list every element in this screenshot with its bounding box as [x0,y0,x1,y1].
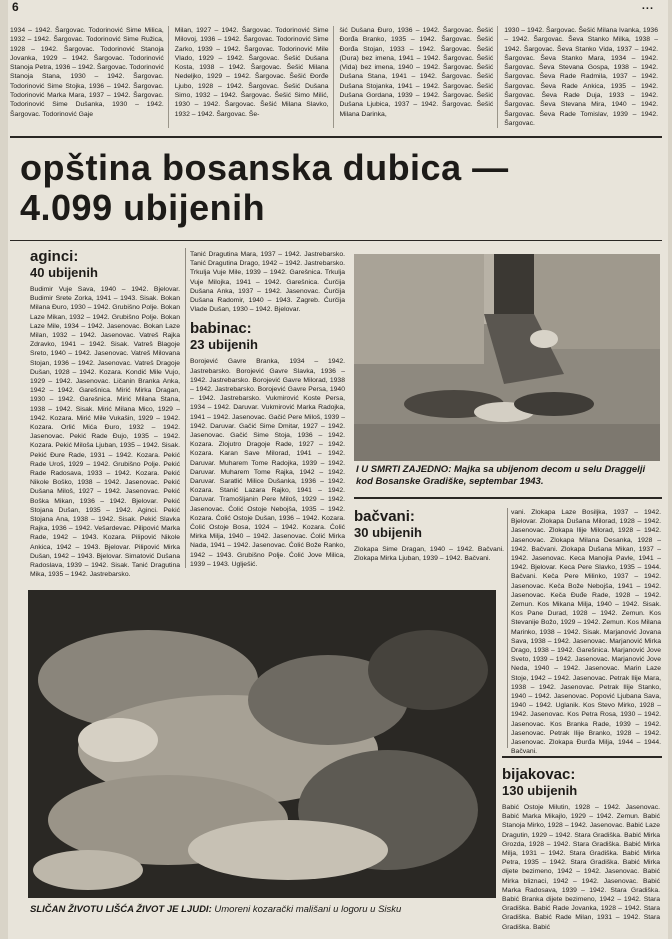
section-count: 40 ubijenih [30,265,98,280]
photo-caption-2 [30,904,500,916]
section-bacvani-cont [511,508,661,756]
section-title: bijakovac: [502,766,576,783]
section-text: Budimir Vuje Sava, 1940 – 1942. Bjelovar. Budimir Srete Zorka, 1941 – 1943. Sisak. Bokan Milana Đuro, 1930 – 1942. Grubišno Polje. Bokan Laze Mikan, 1932 – 1942. Grubišno Polje. Bokan Laze Mile, 1934 – 1942. Jasenovac. Bokan Laze Milan, 1932 – 1942. Jasenovac. Vatreš Rajka Zdravko, 1941 – 1942. Sisak. Vatreš Blagoje Sreto, 1940 – 1942. Jasenovac. Vatreš Milovana Stojan, 1936 – 1942. Jasenovac. Vatreš Dragoje Dušan, 1928 – 1942. Kozara. Kondić Mile Vujo, 1929 – 1942. Jasenovac. Ličanin Branka Anka, 1942 – 1942. Garešnica. Mirić Mirka Dragan, 1930 – 1942. Garešnica. Mirić Milana Stana, 1938 – 1942. Sisak. Mirić Milana Mico, 1929 – 1942. Kozara. Mirić Mile Vukašin, 1929 – 1942. Kozara. Orlić Mića Đuro, 1932 – 1942. Jasenovac. Pekić Rade Đujo, 1935 – 1942. Kozara. Pekić Miloša Ljuban, 1935 – 1942. Sisak. Pekić Đure Rade, 1931 – 1942. Kozara. Pekić Rade Uroš, 1929 – 1942. Grubišno Polje. Pekić Rade Radosava, 1933 – 1942. Kozara. Pekić Nikole Boško, 1938 – 1942. Jasenovac. Pekić Dušana Miloš, 1927 – 1942. Jasenovac. Pekić Boška Mikan, 1936 – 1942. Bjelovar. Pekić Stojana Dušan, 1935 – 1942. Aginci. Pekić Stojana Ana, 1938 – 1942. Sisak. Pekić Slavka Rajka, 1936 – 1942. Vešardevac. Pilipović Marka Rade, 1942 – 1943. Kozara. Pilipović Nikole Ankica, 1942 – 1943. Bjelovar. Pilipović Mirka Dušan, 1942 – 1943. Bjelovar. Simatović Dušana Radoslava, 1939 – 1942. Sisak. Tanić Dragutina Mika, 1935 – 1942. Jastrebarsko. [30,286,180,579]
photo-children-camp [28,590,496,898]
page-number: 6 [12,0,19,14]
section-text: Zlokapa Sime Dragan, 1940 – 1942. Bačvani. Zlokapa Mirka Ljuban, 1939 – 1942. Bačvani. [354,546,504,563]
section-count: 130 ubijenih [502,783,578,798]
section-count: 30 ubijenih [354,525,422,540]
section-babinac-column [190,250,345,568]
headline [20,148,509,228]
section-bacvani [354,508,504,578]
photo-caption-1: I U SMRTI ZAJEDNO: Majka sa ubijenom decom u selu Draggelji kod Bosanske Gradiške, septembar 1943. [356,464,646,487]
section-aginci [30,248,180,579]
section-title: bačvani: [354,508,415,525]
photo-image [28,590,496,898]
divider [10,240,662,241]
section-text: Tanić Dragutina Mara, 1937 – 1942. Jastrebarsko. Tanić Dragutina Drago, 1942 – 1942. Jastrebarsko. Trkulja Vuje Mile, 1939 – 1942. Garešnica. Trkulja Vuje Milojka, 1941 – 1942. Garešnica. Ćurčija Dušana Anka, 1937 – 1942. Jasenovac. Ćurčija Dušana Radomir, 1940 – 1943. Zagreb. Ćurčija Vlade Dušan, 1930 – 1942. Bjelovar. [190,251,345,314]
section-count: 23 ubijenih [190,337,258,353]
section-text: vani. Zlokapa Laze Bosiljka, 1937 – 1942. Bjelovar. Zlokapa Dušana Milorad, 1928 – 1942. Jasenovac. Zlokapa Ilije Milorad, 1928 – 1942. Jasenovac. Zlokapa Milana Desanka, 1928 – 1942. Bačvani. Zlokapa Dušana Mikan, 1937 – 1942. Jasenovac. Keca Manojla Pavle, 1941 – 1942. Bjelovar. Keca Pere Slavko, 1935 – 1944. Bačvani. Keča Pere Milinko, 1937 – 1942. Jasenovac. Keča Bože Nebojša, 1941 – 1942. Jasenovac. Keča Đuđe Rade, 1928 – 1942. Zemun. Kos Mikana Milja, 1940 – 1942. Sisak. Kos Pane Durad, 1928 – 1942. Zemun. Kos Stevanije Božo, 1929 – 1942. Zemun. Kos Milana Marinko, 1938 – 1942. Sisak. Marjanović Jovana Sava, 1938 – 1942. Jasenovac. Marjanović Mirka Drago, 1938 – 1942. Garešnica. Marjanović Jove Sveto, 1939 – 1942. Jasenovac. Marjanović Jove Neda, 1940 – 1942. Jasenovac. Marin Laze Stoje, 1942 – 1942. Jasenovac. Petrak Ilije Mara, 1938 – 1942. Jasenovac. Petrak Ilije Stanko, 1940 – 1942. Jasenovac. Popović Ljubana Sava, 1940 – 1942. Uglanik. Kos Stevo Mirko, 1928 – 1942. Jasenovac. Kos Petra Rosa, 1930 – 1942. Jasenovac. Kos Branka Rade, 1939 – 1942. Jasenovac. Petrak Ilije Branko, 1928 – 1942. Jasenovac. Zlokapa Đurđa Milja, 1944 – 1944. Bačvani. [511,509,661,756]
top-column-3: šić Dušana Đuro, 1936 – 1942. Šargovac. Šešić Đorđa Branko, 1935 – 1942. Šargovac. Šešić Đorđa Stojan, 1933 – 1942. Šargovac. Šešić (Dura) bez imena, 1941 – 1942. Šargovac. Šešić (Vida) bez imena, 1940 – 1942. Šargovac. Šešić Dušana Stana, 1941 – 1942. Šargovac. Šešić Dušana Stojanka, 1941 – 1942. Šargovac. Šešić Dušana Gordana, 1939 – 1942. Šargovac. Šešić Dušana Ljubica, 1937 – 1942. Šargovac. Šešić Milana Darinka, [340,26,499,128]
top-column-2: Milan, 1927 – 1942. Šargovac. Todorinović Sime Milovoj, 1936 – 1942. Šargovac. Todorinović Sime Zarko, 1939 – 1942. Šargovac. Todorinović Mile Vlado, 1929 – 1942. Šargovac. Šešić Dušana Kosta, 1938 – 1942. Šargovac. Šešić Milana Nedeljko, 1929 – 1942. Šargovac. Šešić Đorđe Ljubo, 1928 – 1942. Šargovac. Šešić Dušana Simo, 1932 – 1942. Šargovac. Šešić Simo Milić, 1930 – 1942. Šargovac. Šešić Milana Slavko, 1932 – 1942. Šargovac. Še- [175,26,334,128]
divider [10,136,662,138]
caption-label: SLIČAN ŽIVOTU LIŠĆA ŽIVOT JE LJUDI: [30,904,212,915]
photo-mother-children [354,254,660,461]
caption-text: Umoreni kozarački mališani u logoru u Sisku [214,904,402,915]
newspaper-page [8,0,668,939]
photo-image [354,254,660,461]
headline-line-2: 4.099 ubijenih [20,187,266,228]
masthead-fragment: ... [641,0,654,12]
section-title: babinac: [190,320,252,338]
divider [354,497,662,499]
headline-line-1: opština bosanska dubica — [20,147,509,188]
section-title: aginci: [30,248,79,265]
column-divider [185,248,186,568]
column-divider [507,508,508,748]
top-name-list [10,26,662,128]
section-text: Borojević Gavre Branka, 1934 – 1942. Jastrebarsko. Borojević Gavre Slavka, 1936 – 1942. Jastrebarsko. Borojević Gavre Milorad, 1938 – 1942. Jastrebarsko. Borojević Gavre Persa, 1940 – 1942. Jastrebarsko. Vukmirović Koste Persa, 1934 – 1942. Daruvar. Vukmirović Marka Radojka, 1941 – 1942. Jasenovac. Gačić Pere Miloš, 1939 – 1942. Daruvar. Gačić Sime Dmitar, 1927 – 1942. Jasenovac. Gačić Sime Stoja, 1936 – 1942. Kozara. Zlojutro Dragoje Rade, 1927 – 1942. Kozara. Karan Save Milorad, 1941 – 1942. Daruvar. Muharem Tome Radojka, 1939 – 1942. Daruvar. Muharem Tome Rajka, 1942 – 1942. Daruvar. Saratlić Milice Dušanka, 1936 – 1942. Kozara. Stanić Lazara Rajko, 1941 – 1942. Daruvar. Tramošljanin Pere Miloš, 1929 – 1942. Jasenovac. Ćolić Ostoje Nebojša, 1935 – 1942. Kozara. Ćolić Ostoje Dušan, 1936 – 1942. Kozara. Ćolić Ostoje Bosa, 1924 – 1942. Kozara. Ćolić Mirka Milja, 1940 – 1942. Jasenovac. Ćolić Mirka Nada, 1941 – 1942. Jasenovac. Ćolić Bože Ranko, 1942 – 1943. Grubišno Polje. Ćolić Jove Milica, 1939 – 1943. Uglješić. [190,358,345,568]
top-column-4: 1930 – 1942. Šargovac. Šešić Milana Ivanka, 1936 – 1942. Šargovac. Ševa Stanko Milka, 1938 – 1942. Šargovac. Ševa Stanko Vida, 1937 – 1942. Šargovac. Ševa Stanko Mara, 1934 – 1942. Šargovac. Ševa Stevana Gospa, 1938 – 1942. Šargovac. Ševa Rade Radmila, 1937 – 1942. Šargovac. Ševa Rade Ankica, 1935 – 1942. Šargovac. Ševa Rade Duja, 1933 – 1942. Šargovac. Ševa Stevana Mira, 1940 – 1942. Šargovac. Ševa Rade Tomislav, 1939 – 1942. Šargovac. [504,27,658,127]
section-text: Babić Ostoje Milutin, 1928 – 1942. Jasenovac. Babić Marka Mikajlo, 1929 – 1942. Zemun. Babić Stanoja Mirko, 1928 – 1942. Jasenovac. Babić Laze Dragutin, 1929 – 1942. Stara Gradiška. Babić Mirka Grozda, 1928 – 1942. Stara Gradiška. Babić Mirka Milja, 1931 – 1942. Stara Gradiška. Babić Mirka Petra, 1935 – 1942. Stara Gradiška. Babić Mirka dijete bezimeno, 1942 – 1942. Jasenovac. Babić Mirka bliznaci, 1942 – 1942. Jasenovac. Babić Marka Radosava, 1939 – 1942. Stara Gradiška. Babić Branka dijete bezimeno, 1942 – 1942. Stara Gradiška. Babić Rade Jovanka, 1928 – 1942. Stara Gradiška. Babić Rade Milan, 1931 – 1942. Stara Gradiška. Babić [502,804,660,931]
section-bijakovac [502,766,660,931]
divider [502,756,662,758]
top-column-1: 1934 – 1942. Šargovac. Todorinović Sime Milica, 1932 – 1942. Šargovac. Todorinović Sime Ružica, 1928 – 1942. Šargovac. Todorinović Stanoja Jovanka, 1929 – 1942. Šargovac. Todorinović Stanoja Petra, 1936 – 1942. Šargovac. Todorinović Stanoja Stana, 1930 – 1942. Šargovac. Todorinović Sime Stojka, 1936 – 1942. Šargovac. Todorinović Marka Mara, 1937 – 1942. Šargovac. Todorinović Sime Dušanka, 1930 – 1942. Šargovac. Todorinović Gaje [10,26,169,128]
